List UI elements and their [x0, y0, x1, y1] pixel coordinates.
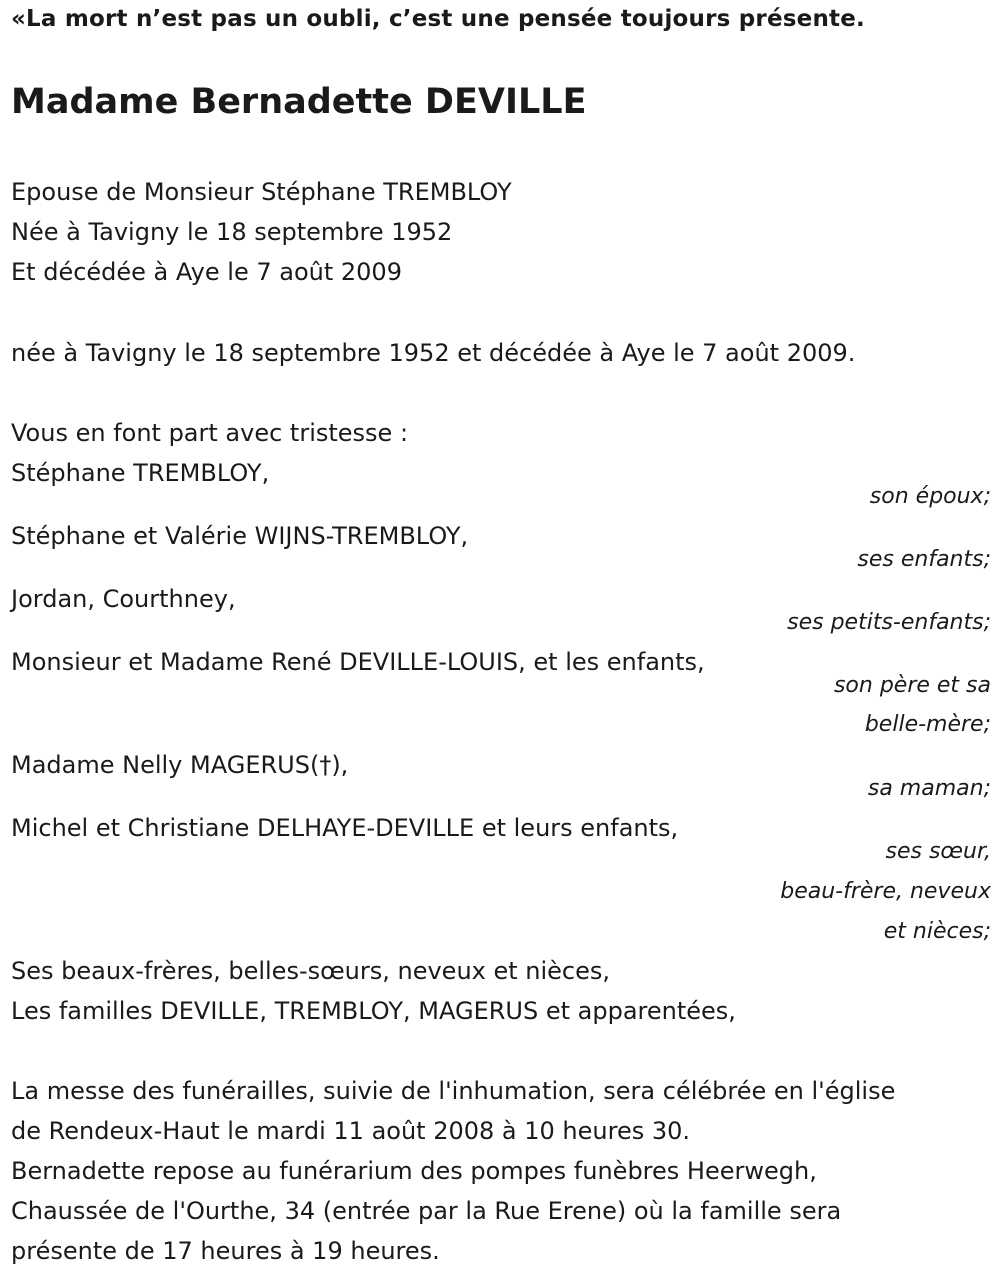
family-member-name: Jordan, Courthney, — [11, 585, 236, 613]
intro-birth: Née à Tavigny le 18 septembre 1952 — [11, 218, 453, 246]
epitaph-quote: «La mort n’est pas un oubli, c’est une pensée toujours présente. — [11, 6, 865, 32]
extended-family-line: Ses beaux-frères, belles-sœurs, neveux et nièces, — [11, 957, 611, 985]
family-member-name: Stéphane et Valérie WIJNS-TREMBLOY, — [11, 522, 469, 550]
family-member-name: Monsieur et Madame René DEVILLE-LOUIS, et les enfants, — [11, 648, 705, 676]
extended-family-line: Les familles DEVILLE, TREMBLOY, MAGERUS et apparentées, — [11, 997, 736, 1025]
intro-spouse: Epouse de Monsieur Stéphane TREMBLOY — [11, 178, 512, 206]
family-member-relation: sa maman; — [867, 776, 991, 801]
ceremony-line: de Rendeux-Haut le mardi 11 août 2008 à 10 heures 30. — [11, 1117, 691, 1145]
family-member-relation: belle-mère; — [864, 712, 991, 737]
family-member-name: Stéphane TREMBLOY, — [11, 459, 270, 487]
family-member-relation: beau-frère, neveux — [780, 879, 991, 904]
family-member-relation: et nièces; — [883, 919, 991, 944]
family-member-relation: son père et sa — [833, 673, 991, 698]
birth-death-line: née à Tavigny le 18 septembre 1952 et décédée à Aye le 7 août 2009. — [11, 339, 856, 367]
ceremony-line: présente de 17 heures à 19 heures. — [11, 1237, 440, 1265]
family-member-relation: ses sœur, — [885, 839, 991, 864]
announce-intro: Vous en font part avec tristesse : — [11, 419, 409, 447]
ceremony-line: La messe des funérailles, suivie de l'inhumation, sera célébrée en l'église — [11, 1077, 896, 1105]
family-member-name: Madame Nelly MAGERUS(†), — [11, 751, 349, 779]
ceremony-line: Chaussée de l'Ourthe, 34 (entrée par la Rue Erene) où la famille sera — [11, 1197, 842, 1225]
family-member-relation: son époux; — [869, 484, 991, 509]
family-member-relation: ses petits-enfants; — [787, 610, 991, 635]
deceased-name: Madame Bernadette DEVILLE — [11, 82, 587, 122]
intro-death: Et décédée à Aye le 7 août 2009 — [11, 258, 402, 286]
ceremony-line: Bernadette repose au funérarium des pompes funèbres Heerwegh, — [11, 1157, 817, 1185]
family-member-relation: ses enfants; — [857, 547, 991, 572]
family-member-name: Michel et Christiane DELHAYE-DEVILLE et leurs enfants, — [11, 814, 679, 842]
